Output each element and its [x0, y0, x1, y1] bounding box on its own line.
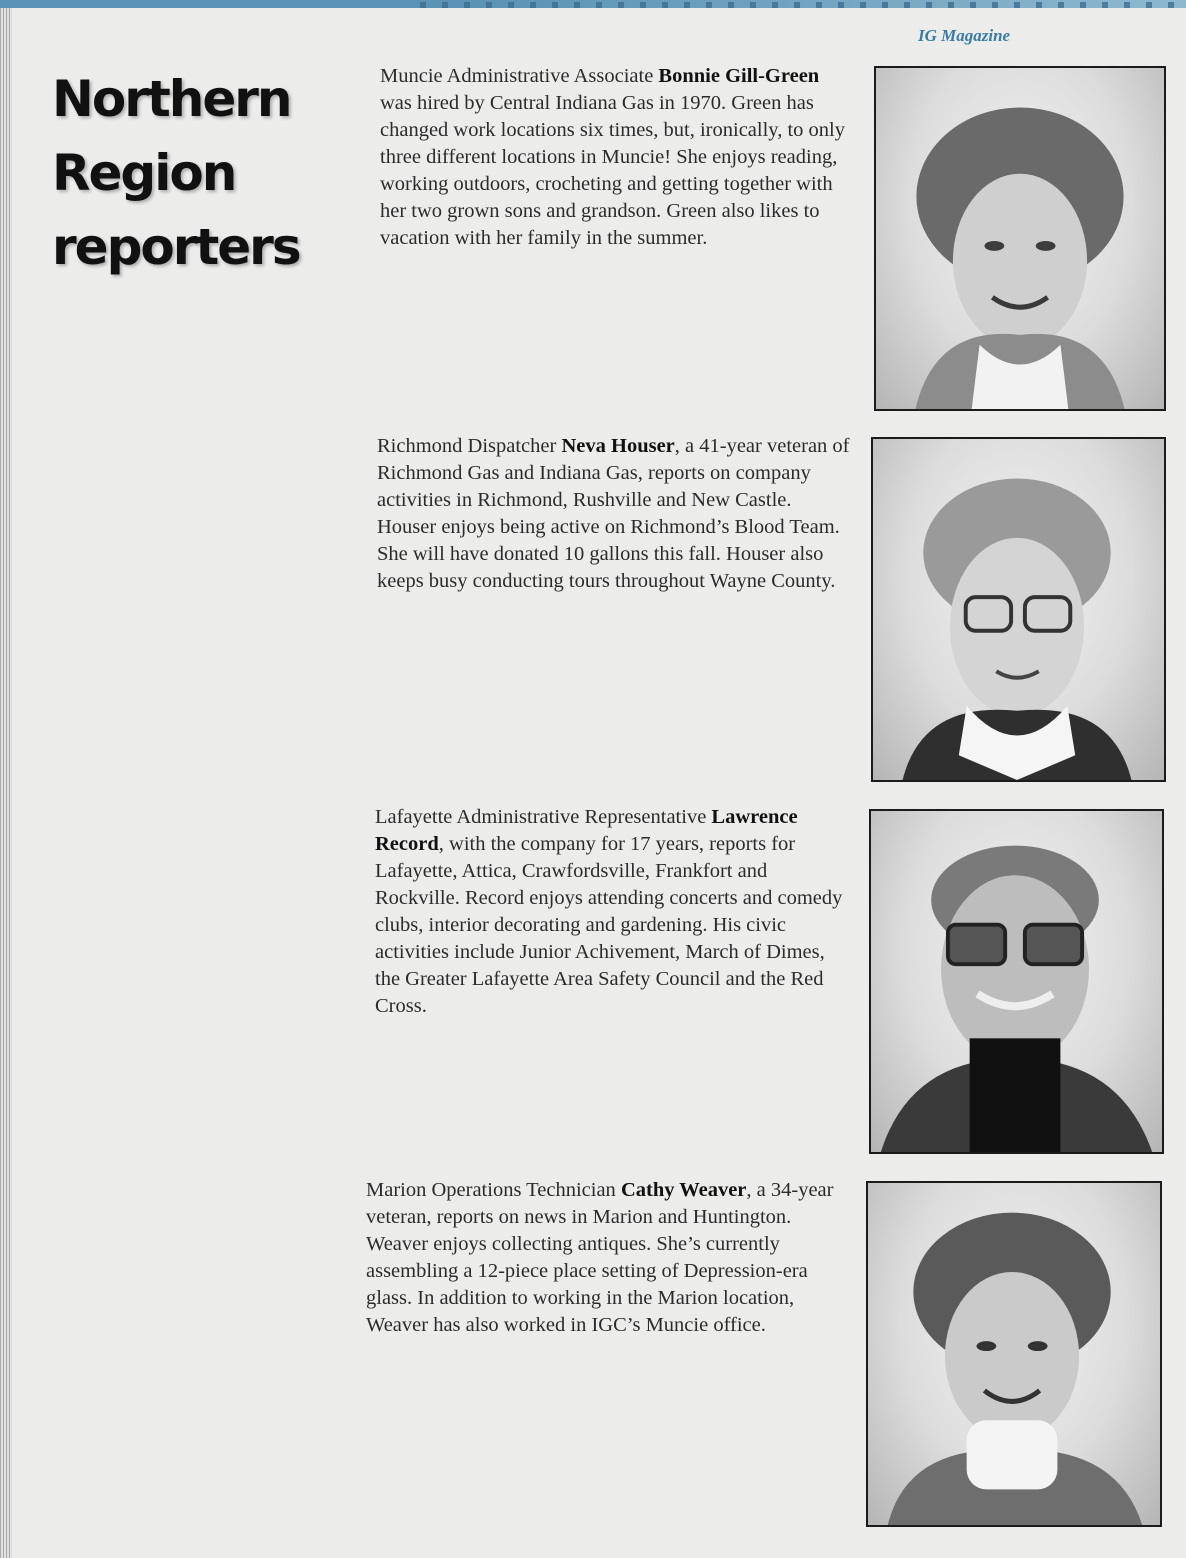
- reporter-name: Cathy Weaver: [620, 1179, 747, 1201]
- reporter-photo-4: [866, 1181, 1162, 1527]
- top-dotted-rule: [420, 2, 1186, 8]
- reporter-name: Bonnie Gill-Green: [658, 65, 820, 87]
- reporter-bio-3: Lafayette Administrative Representative Lawrence Record, with the company for 17 years, reports for Lafayette, Attica, Crawfordsville, Frankfort and Rockville. Record enjoys attending concerts and comedy clubs, interior decorating and gardening. His civic activities include Junior Achivement, March of Dimes, the Greater Lafayette Area Safety Council and the Red Cross.: [375, 806, 843, 1017]
- headline-line-2: Region: [52, 144, 236, 202]
- headline-line-1: Northern: [52, 70, 291, 128]
- reporter-photo-1: [874, 66, 1166, 411]
- portrait-woman-turtleneck-icon: [868, 1183, 1160, 1525]
- reporter-photo-2: [871, 437, 1166, 782]
- page-binding-edge: [0, 8, 12, 1558]
- magazine-title: IG Magazine: [918, 26, 1011, 45]
- reporter-name: Neva Houser: [561, 435, 675, 457]
- portrait-woman-icon: [876, 68, 1164, 409]
- headline-line-3: reporters: [52, 218, 300, 276]
- portrait-man-glasses-icon: [871, 811, 1162, 1152]
- reporter-photo-3: [869, 809, 1164, 1154]
- reporter-bio-2: Richmond Dispatcher Neva Houser, a 41-year veteran of Richmond Gas and Indiana Gas, reports on company activities in Richmond, Rushville and New Castle. Houser enjoys being active on Richmond’s Blood Team. She will have donated 10 gallons this fall. Houser also keeps busy conducting tours throughout Wayne County.: [377, 435, 850, 592]
- reporter-bio-4: Marion Operations Technician Cathy Weaver, a 34-year veteran, reports on news in Marion and Huntington. Weaver enjoys collecting antiques. She’s currently assembling a 12-piece place setting of Depression-era glass. In addition to working in the Marion location, Weaver has also worked in IGC’s Muncie office.: [366, 1179, 834, 1336]
- reporter-name: Lawrence Record: [375, 806, 798, 855]
- page-headline: [52, 62, 352, 284]
- portrait-woman-glasses-icon: [873, 439, 1164, 780]
- reporter-bio-1: Muncie Administrative Associate Bonnie Gill-Green was hired by Central Indiana Gas in 1970. Green has changed work locations six times, but, ironically, to only three different locations in Muncie! She enjoys reading, working outdoors, crocheting and getting together with her two grown sons and grandson. Green also likes to vacation with her family in the summer.: [380, 65, 845, 249]
